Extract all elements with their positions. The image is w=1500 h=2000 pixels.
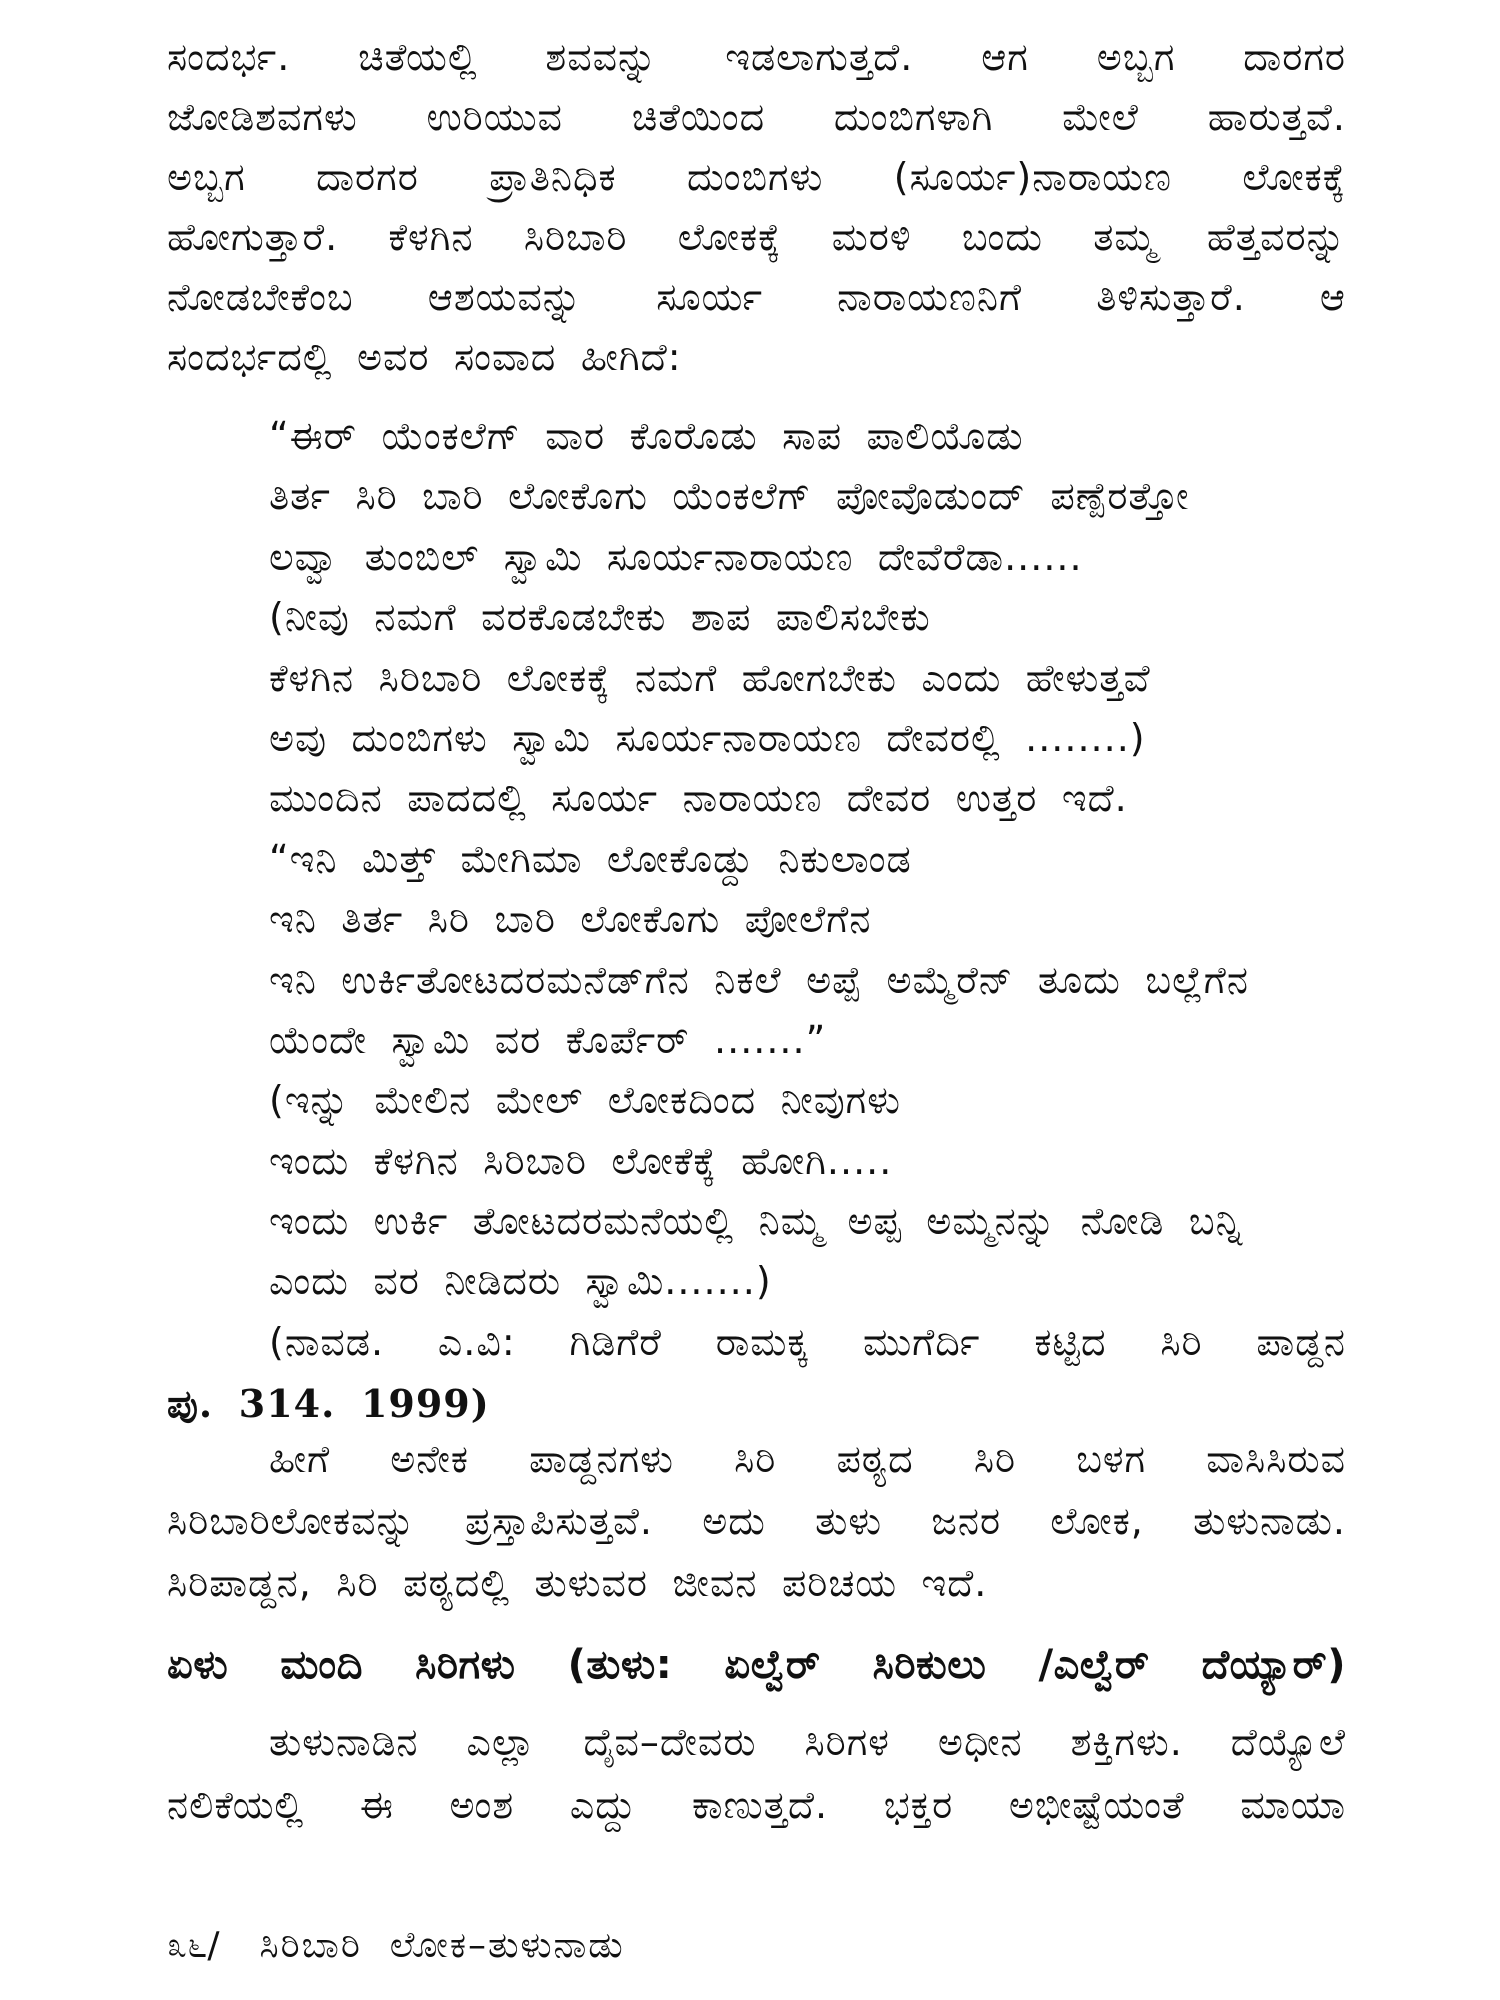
citation-line: (ನಾವಡ. ಎ.ವಿ: ಗಿಡಿಗೆರೆ ರಾಮಕ್ಕ ಮುಗೆರ್ದಿ ಕಟ್ಟಿದ ಸಿರಿ ಪಾಡ್ದನ bbox=[269, 1320, 1346, 1364]
verse-line: (ನೀವು ನಮಗೆ ವರಕೊಡಬೇಕು ಶಾಪ ಪಾಲಿಸಬೇಕು bbox=[269, 595, 931, 640]
verse-line: ಮುಂದಿನ ಪಾದದಲ್ಲಿ ಸೂರ್ಯ ನಾರಾಯಣ ದೇವರ ಉತ್ತರ ಇದೆ. bbox=[269, 776, 1128, 821]
verse-line: ಎಂದು ವರ ನೀಡಿದರು ಸ್ವಾಮಿ.......) bbox=[269, 1259, 772, 1304]
paragraph-line: ನೋಡಬೇಕೆಂಬ ಆಶಯವನ್ನು ಸೂರ್ಯ ನಾರಾಯಣನಿಗೆ ತಿಳಿಸುತ್ತಾರೆ. ಆ bbox=[167, 275, 1346, 319]
paragraph bbox=[167, 27, 1346, 387]
verse-line: ಲವ್ವಾ ತುಂಬಿಲ್ ಸ್ವಾಮಿ ಸೂರ್ಯನಾರಾಯಣ ದೇವೆರೆಡಾ...... bbox=[269, 534, 1083, 579]
paragraph-line: ಸಿರಿಪಾಡ್ದನ, ಸಿರಿ ಪಠ್ಯದಲ್ಲಿ ತುಳುವರ ಜೀವನ ಪರಿಚಯ ಇದೆ. bbox=[167, 1561, 988, 1605]
verse-quotation bbox=[269, 406, 1346, 1312]
paragraph-line: ಜೋಡಿಶವಗಳು ಉರಿಯುವ ಚಿತೆಯಿಂದ ದುಂಬಿಗಳಾಗಿ ಮೇಲೆ ಹಾರುತ್ತವೆ. bbox=[167, 95, 1346, 139]
verse-line: ಯೆಂದೇ ಸ್ವಾಮಿ ವರ ಕೊರ್ಪೆರ್ .......” bbox=[269, 1017, 827, 1062]
paragraph-line: ಹೋಗುತ್ತಾರೆ. ಕೆಳಗಿನ ಸಿರಿಬಾರಿ ಲೋಕಕ್ಕೆ ಮರಳಿ ಬಂದು ತಮ್ಮ ಹೆತ್ತವರನ್ನು bbox=[167, 215, 1346, 259]
paragraph-line: ನಲಿಕೆಯಲ್ಲಿ ಈ ಅಂಶ ಎದ್ದು ಕಾಣುತ್ತದೆ. ಭಕ್ತರ ಅಭೀಷ್ಟೆಯಂತೆ ಮಾಯಾ bbox=[167, 1783, 1346, 1827]
verse-line: ಕೆಳಗಿನ ಸಿರಿಬಾರಿ ಲೋಕಕ್ಕೆ ನಮಗೆ ಹೋಗಬೇಕು ಎಂದು ಹೇಳುತ್ತವೆ bbox=[269, 655, 1151, 700]
paragraph-line: ತುಳುನಾಡಿನ ಎಲ್ಲಾ ದೈವ–ದೇವರು ಸಿರಿಗಳ ಅಧೀನ ಶಕ್ತಿಗಳು. ದೆಯ್ಯೊಲೆ bbox=[269, 1720, 1346, 1764]
paragraph-line: ಹೀಗೆ ಅನೇಕ ಪಾಡ್ದನಗಳು ಸಿರಿ ಪಠ್ಯದ ಸಿರಿ ಬಳಗ ವಾಸಿಸಿರುವ bbox=[269, 1437, 1346, 1481]
citation-line: ಪು. 314. 1999) bbox=[167, 1381, 490, 1426]
verse-line: ಇಂದು ಉರ್ಕಿ ತೋಟದರಮನೆಯಲ್ಲಿ ನಿಮ್ಮ ಅಪ್ಪ ಅಮ್ಮನನ್ನು ನೋಡಿ ಬನ್ನಿ bbox=[269, 1199, 1243, 1244]
section-heading-block bbox=[167, 1630, 1346, 1700]
paragraph-line: ಸಂದರ್ಭದಲ್ಲಿ ಅವರ ಸಂವಾದ ಹೀಗಿದೆ: bbox=[167, 335, 682, 379]
page-number: ೩೬/ bbox=[167, 1925, 220, 1966]
section-heading: ಏಳು ಮಂದಿ ಸಿರಿಗಳು (ತುಳು: ಏಲ್ವೆರ್ ಸಿರಿಕುಲು /ಎಲ್ವೆರ್ ದೆಯ್ಯಾರ್) bbox=[167, 1642, 1346, 1688]
paragraph-line: ಸಂದರ್ಭ. ಚಿತೆಯಲ್ಲಿ ಶವವನ್ನು ಇಡಲಾಗುತ್ತದೆ. ಆಗ ಅಬ್ಬಗ ದಾರಗರ bbox=[167, 35, 1346, 79]
verse-line: ತಿರ್ತ ಸಿರಿ ಬಾರಿ ಲೋಕೊಗು ಯೆಂಕಲೆಗ್ ಪೋವೊಡುಂದ್ ಪಣ್ಪೆರತ್ತೋ bbox=[269, 474, 1190, 519]
paragraph bbox=[167, 1711, 1346, 1837]
verse-line: ಅವು ದುಂಬಿಗಳು ಸ್ವಾಮಿ ಸೂರ್ಯನಾರಾಯಣ ದೇವರಲ್ಲಿ ........) bbox=[269, 715, 1146, 760]
verse-line: ಇಂದು ಕೆಳಗಿನ ಸಿರಿಬಾರಿ ಲೋಕೆಕ್ಕೆ ಹೋಗಿ..... bbox=[269, 1138, 893, 1183]
verse-line: ಇನಿ ತಿರ್ತ ಸಿರಿ ಬಾರಿ ಲೋಕೊಗು ಪೋಲೆಗೆನ bbox=[269, 897, 872, 942]
paragraph-line: ಸಿರಿಬಾರಿಲೋಕವನ್ನು ಪ್ರಸ್ತಾಪಿಸುತ್ತವೆ. ಅದು ತುಳು ಜನರ ಲೋಕ, ತುಳುನಾಡು. bbox=[167, 1499, 1346, 1543]
verse-line: “ಈರ್ ಯೆಂಕಲೆಗ್ ವಾರ ಕೊರೊಡು ಸಾಪ ಪಾಲಿಯೊಡು bbox=[269, 414, 1024, 458]
verse-line: ಇನಿ ಉರ್ಕಿತೋಟದರಮನೆಡ್‌ಗೆನ ನಿಕಲೆ ಅಪ್ಪೆ ಅಮ್ಮೆರೆನ್ ತೂದು ಬಲ್ಲೆಗೆನ bbox=[269, 957, 1249, 1002]
citation bbox=[167, 1312, 1346, 1434]
page-footer bbox=[167, 1916, 1346, 1976]
verse-line: (ಇನ್ನು ಮೇಲಿನ ಮೇಲ್ ಲೋಕದಿಂದ ನೀವುಗಳು bbox=[269, 1078, 901, 1123]
paragraph-line: ಅಬ್ಬಗ ದಾರಗರ ಪ್ರಾತಿನಿಧಿಕ ದುಂಬಿಗಳು (ಸೂರ್ಯ)ನಾರಾಯಣ ಲೋಕಕ್ಕೆ bbox=[167, 155, 1346, 199]
running-title: ಸಿರಿಬಾರಿ ಲೋಕ–ತುಳುನಾಡು bbox=[259, 1925, 625, 1966]
paragraph bbox=[167, 1428, 1346, 1614]
verse-line: “ಇನಿ ಮಿತ್ತ್ ಮೇಗಿಮಾ ಲೋಕೊಡ್ದು ನಿಕುಲಾಂಡ bbox=[269, 836, 912, 881]
